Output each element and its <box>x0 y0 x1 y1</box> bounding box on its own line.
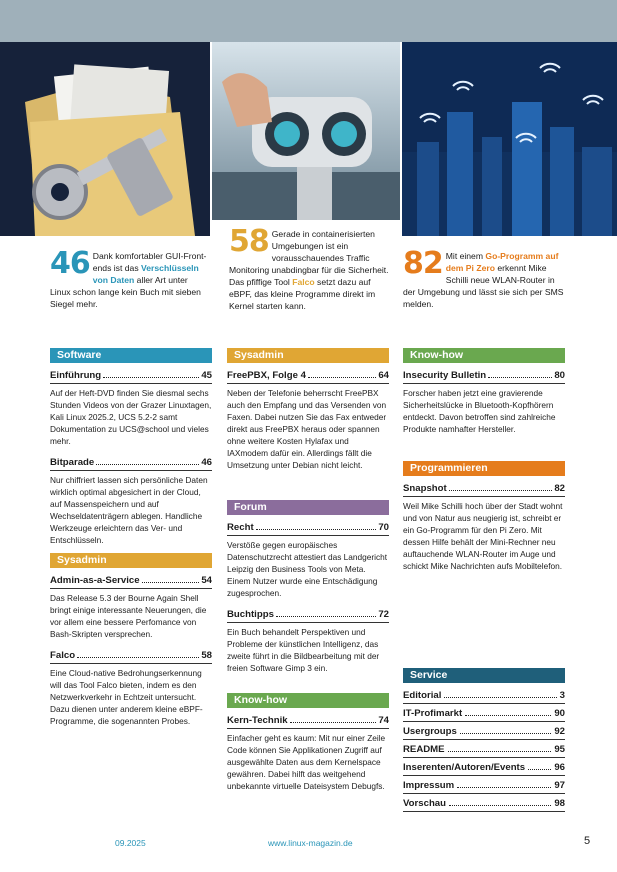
article-entry[interactable] <box>227 609 389 674</box>
article-description: Weil Mike Schilli hoch über der Stadt wohnt und von Natur aus neugierig ist, schreibt er ein Go-Programm für den Pi Zero. Mit dessen Hilfe behält der Mini-Rechner neu auftauchende WLAN-Router im Auge und schickt Mike Nachrichten aufs Mobiltelefon. <box>403 501 563 571</box>
section-heading: Sysadmin <box>227 348 389 363</box>
article-description: Eine Cloud-native Bedrohungserkennung will das Tool Falco bieten, indem es den Netzwerkverkehr in Echtzeit untersucht. Dazu dienen unter anderem kleine eBPF-Programme, die sogenannten Probes. <box>50 668 203 726</box>
service-page: 90 <box>554 708 565 719</box>
section-software <box>50 348 212 556</box>
service-item[interactable] <box>403 726 565 740</box>
section-service <box>403 668 565 816</box>
article-page: 45 <box>201 370 212 381</box>
article-title: Kern-Technik <box>227 715 288 726</box>
service-page: 98 <box>554 798 565 809</box>
article-entry[interactable] <box>227 715 389 792</box>
teaser-page-number: 46 <box>50 246 90 281</box>
service-item[interactable] <box>403 690 565 704</box>
article-description: Nur chiffriert lassen sich persönliche Daten wirklich optimal abgesichert in der Cloud, auf Massenspeichern und auf Wechseldatenträgern ablegen. Handliche Werkzeuge erleichtern das Ver- und Entschlüsseln. <box>50 475 208 545</box>
teaser-46[interactable]: 46 Dank komfortabler GUI-Front-ends ist das Verschlüsseln von Daten aller Art unter Linux schon lange kein Buch mit sieben Siegel mehr. <box>50 246 207 309</box>
article-title: Einführung <box>50 370 102 381</box>
section-forum <box>227 500 389 684</box>
article-description: Auf der Heft-DVD finden Sie diesmal sechs Stunden Videos von der Grazer Linuxtagen, Kali Linux 2025.2, UCS 5.2-2 samt Dokumentation zu UCS@school und vieles mehr. <box>50 388 212 446</box>
article-page: 58 <box>201 650 212 661</box>
section-heading: Know-how <box>227 693 389 708</box>
article-entry[interactable] <box>50 650 212 727</box>
article-page: 54 <box>201 575 212 586</box>
article-page: 82 <box>554 483 565 494</box>
teaser-highlight: Verschlüsseln von Daten <box>92 263 199 285</box>
article-entry[interactable] <box>403 483 565 572</box>
article-page: 64 <box>378 370 389 381</box>
page-number: 5 <box>584 835 591 847</box>
teaser-highlight: Go-Programm auf dem Pi Zero <box>445 251 559 273</box>
article-title: Insecurity Bulletin <box>403 370 487 381</box>
section-heading: Software <box>50 348 212 363</box>
article-page: 74 <box>378 715 389 726</box>
article-title: FreePBX, Folge 4 <box>227 370 306 381</box>
article-title: Falco <box>50 650 76 661</box>
article-description: Forscher haben jetzt eine gravierende Sicherheitslücke in Bluetooth-Kopfhörern entdeckt. Davon betroffen sind zahlreiche Produkte namhafter Hersteller. <box>403 388 556 434</box>
service-label: IT-Profimarkt <box>403 708 463 719</box>
section-sysadmin-2 <box>227 348 389 481</box>
service-page: 3 <box>559 690 565 701</box>
issue-date: 09.2025 <box>115 838 146 848</box>
section-heading: Sysadmin <box>50 553 212 568</box>
teaser-highlight: Falco <box>292 277 315 287</box>
article-entry[interactable] <box>227 370 389 471</box>
article-title: Buchtipps <box>227 609 274 620</box>
section-heading: Programmieren <box>403 461 565 476</box>
article-entry[interactable] <box>50 457 212 546</box>
service-label: Impressum <box>403 780 455 791</box>
binoculars-image <box>212 42 400 220</box>
service-label: Editorial <box>403 690 442 701</box>
article-title: Recht <box>227 522 254 533</box>
top-banner <box>0 0 617 42</box>
section-sysadmin-1 <box>50 553 212 737</box>
service-label: README <box>403 744 445 755</box>
article-description: Das Release 5.3 der Bourne Again Shell bringt einige interessante Neuerungen, die vor allem eine bessere Perfomance von Bash-Skripten versprechen. <box>50 593 207 639</box>
website-link[interactable]: www.linux-magazin.de <box>268 838 353 848</box>
article-description: Neben der Telefonie beherrscht FreePBX auch den Empfang und das Versenden von Faxen. Dabei nutzen Sie das Fax entweder direkt aus FreePBX heraus oder spannen ohne weitere Kosten Hylafax und IAXmodem dafür ein. Allerdings fällt die Umsetzung unter Debian nicht leicht. <box>227 388 387 470</box>
service-item[interactable] <box>403 762 565 776</box>
teaser-58[interactable]: 58 Gerade in containerisierten Umgebungen ist ein vorausschauendes Traffic Monitoring unabdingbar für die Sicherheit. Das pfiffige Tool Falco setzt dazu auf eBPF, das kleine Programme direkt im Kernel starten kann. <box>229 224 389 311</box>
service-page: 92 <box>554 726 565 737</box>
article-page: 46 <box>201 457 212 468</box>
article-page: 72 <box>378 609 389 620</box>
section-programmieren <box>403 461 565 582</box>
service-item[interactable] <box>403 708 565 722</box>
article-page: 80 <box>554 370 565 381</box>
teaser-82[interactable]: 82 Mit einem Go-Programm auf dem Pi Zero erkennt Mike Schilli neue WLAN-Router in der Umgebung und lässt sie sich per SMS melden. <box>403 246 564 309</box>
article-entry[interactable] <box>403 370 565 435</box>
service-item[interactable] <box>403 798 565 812</box>
article-title: Bitparade <box>50 457 95 468</box>
article-description: Ein Buch behandelt Perspektiven und Probleme der künstlichen Intelligenz, das zweite führt in die Bildbearbeitung mit der freien Software Gimp 3 ein. <box>227 627 380 673</box>
service-label: Vorschau <box>403 798 447 809</box>
service-page: 96 <box>554 762 565 773</box>
article-entry[interactable] <box>50 370 212 447</box>
section-heading: Forum <box>227 500 389 515</box>
service-page: 97 <box>554 780 565 791</box>
article-description: Einfacher geht es kaum: Mit nur einer Zeile Code können Sie Applikationen Zugriff auf ausgewählte Daten aus dem Kernelspace gewähren. Dabei hilft das weitgehend unbekannte virtuelle Dateisystem Debugfs. <box>227 733 386 791</box>
section-heading: Service <box>403 668 565 683</box>
article-title: Admin-as-a-Service <box>50 575 140 586</box>
service-item[interactable] <box>403 744 565 758</box>
article-entry[interactable] <box>50 575 212 640</box>
teaser-page-number: 58 <box>229 224 269 259</box>
article-page: 70 <box>378 522 389 533</box>
article-entry[interactable] <box>227 522 389 599</box>
teaser-page-number: 82 <box>403 246 443 281</box>
section-knowhow-2 <box>227 693 389 802</box>
service-page: 95 <box>554 744 565 755</box>
folder-key-image <box>0 42 210 236</box>
service-item[interactable] <box>403 780 565 794</box>
article-description: Verstöße gegen europäisches Datenschutzrecht attestiert das Landgericht Leipzig den Business Tools von Meta. Einem Nutzer wurde eine Entschädigung zugesprochen. <box>227 540 388 598</box>
service-label: Usergroups <box>403 726 457 737</box>
article-title: Snapshot <box>403 483 447 494</box>
city-wifi-image <box>402 42 617 236</box>
section-heading: Know-how <box>403 348 565 363</box>
section-knowhow-1 <box>403 348 565 445</box>
service-label: Inserenten/Autoren/Events <box>403 762 526 773</box>
